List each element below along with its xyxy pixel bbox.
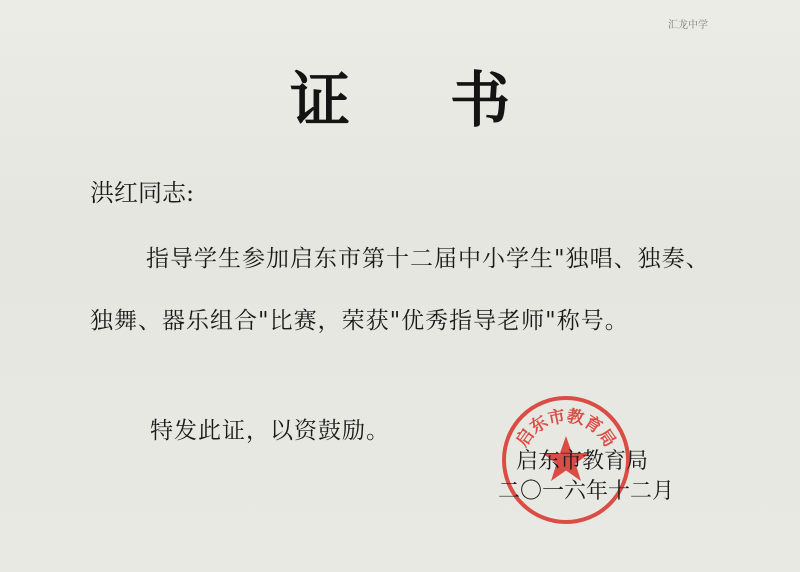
certificate-body: 指导学生参加启东市第十二届中小学生"独唱、独奏、独舞、器乐组合"比赛，荣获"优秀指导老师"称号。 [90,246,710,334]
salutation: 洪红同志: [90,179,195,207]
issue-date: 二〇一六年十二月 [498,479,675,504]
seal-arc-text: 启东市教育局 [512,406,620,451]
issuer: 启东市教育局 [516,449,649,474]
closing-line: 特发此证，以资鼓励。 [150,418,390,444]
certificate-title: 证书 [290,66,610,136]
corner-note: 汇龙中学 [668,20,708,31]
